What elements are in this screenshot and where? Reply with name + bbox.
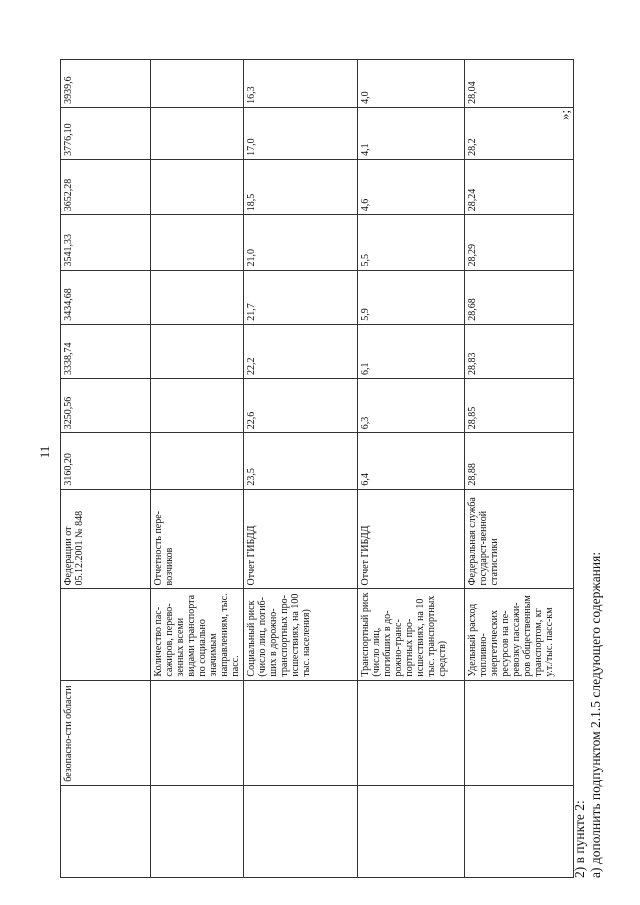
table-row xyxy=(358,60,465,878)
table-cell xyxy=(151,785,244,877)
page-number: 11 xyxy=(37,445,52,459)
table-cell xyxy=(151,270,244,324)
table-cell: 6,1 xyxy=(358,324,465,378)
table-cell: 28,29 xyxy=(465,215,574,270)
table-cell: 28,68 xyxy=(465,270,574,324)
table-cell xyxy=(151,215,244,270)
table-cell xyxy=(151,433,244,489)
table-cell: 28,85 xyxy=(465,379,574,433)
footer-line-1: 2) в пункте 2: xyxy=(572,800,587,878)
table-cell xyxy=(244,680,358,785)
table-cell: 3939,6 xyxy=(61,60,151,108)
table-cell xyxy=(465,680,574,785)
table-cell: Отчетность пере-возчиков xyxy=(151,489,244,589)
table-cell xyxy=(151,60,244,108)
table-cell: 3160,20 xyxy=(61,433,151,489)
table-cell: 28,2 xyxy=(465,107,574,159)
table-cell: 28,83 xyxy=(465,324,574,378)
table-cell xyxy=(61,589,151,680)
table-cell: 3652,28 xyxy=(61,159,151,214)
table-cell xyxy=(358,785,465,877)
table-cell: 23,5 xyxy=(244,433,358,489)
table-cell: 3434,68 xyxy=(61,270,151,324)
table-cell xyxy=(151,159,244,214)
table-cell: 6,4 xyxy=(358,433,465,489)
table-cell xyxy=(151,107,244,159)
table-cell: 3338,74 xyxy=(61,324,151,378)
table-cell xyxy=(151,379,244,433)
table-cell: Федерации от 05.12.2001 № 848 xyxy=(61,489,151,589)
table-cell: Транспортный риск (число лиц, погибших в до-рожно-транс-портных про-исшествиях, на 10 тыс. транспортных средств) xyxy=(358,589,465,680)
table-cell: 4,1 xyxy=(358,107,465,159)
table-cell: 5,9 xyxy=(358,270,465,324)
table-cell: 21,0 xyxy=(244,215,358,270)
table-cell: Отчет ГИБДД xyxy=(244,489,358,589)
table-cell: 4,0 xyxy=(358,60,465,108)
table-cell: Отчет ГИБДД xyxy=(358,489,465,589)
table-cell: 3776,10 xyxy=(61,107,151,159)
table-cell: 3541,33 xyxy=(61,215,151,270)
table-cell: Удельный расход топливно-энергетических ресурсов на пе-ревозку пассажи-ров общественным транспортом, кг у.т./тыс. пасс-км xyxy=(465,589,574,680)
table-cell: 3250,56 xyxy=(61,379,151,433)
table-row xyxy=(151,60,244,878)
table-cell: 17,0 xyxy=(244,107,358,159)
table-cell: 4,6 xyxy=(358,159,465,214)
table-cell xyxy=(465,785,574,877)
table-cell: Федеральная служба государст-венной статистики xyxy=(465,489,574,589)
table-cell: 21,7 xyxy=(244,270,358,324)
table-cell xyxy=(244,785,358,877)
table-cell: 22,6 xyxy=(244,379,358,433)
table-cell xyxy=(151,324,244,378)
table-cell: 18,5 xyxy=(244,159,358,214)
indicators-table xyxy=(60,59,574,878)
table-cell: Социальный риск (число лиц, погиб-ших в дорожно-транспортных про-исшествиях, на 100 тыс. населения) xyxy=(244,589,358,680)
table-cell xyxy=(61,785,151,877)
table-cell: безопасно-сти области xyxy=(61,680,151,785)
table-cell: 16,3 xyxy=(244,60,358,108)
table-cell: 28,88 xyxy=(465,433,574,489)
table-cell: 6,3 xyxy=(358,379,465,433)
table-cell: 22,2 xyxy=(244,324,358,378)
footer-line-2: а) дополнить подпунктом 2.1.5 следующего содержания: xyxy=(588,551,603,878)
table-cell: 28,24 xyxy=(465,159,574,214)
table-cell xyxy=(358,680,465,785)
rotated-document-content xyxy=(60,50,620,878)
table-row xyxy=(465,60,574,878)
table-cell: Количество пас-сажиров, перево-зенных всеми видами транспорта по социально значимым направлениям, тыс. пасс. xyxy=(151,589,244,680)
table-cell: 5,5 xyxy=(358,215,465,270)
table-cell xyxy=(151,680,244,785)
table-row xyxy=(61,60,151,878)
closing-quote-mark: »; xyxy=(557,109,572,120)
table-row xyxy=(244,60,358,878)
table-cell: 28,04 xyxy=(465,60,574,108)
